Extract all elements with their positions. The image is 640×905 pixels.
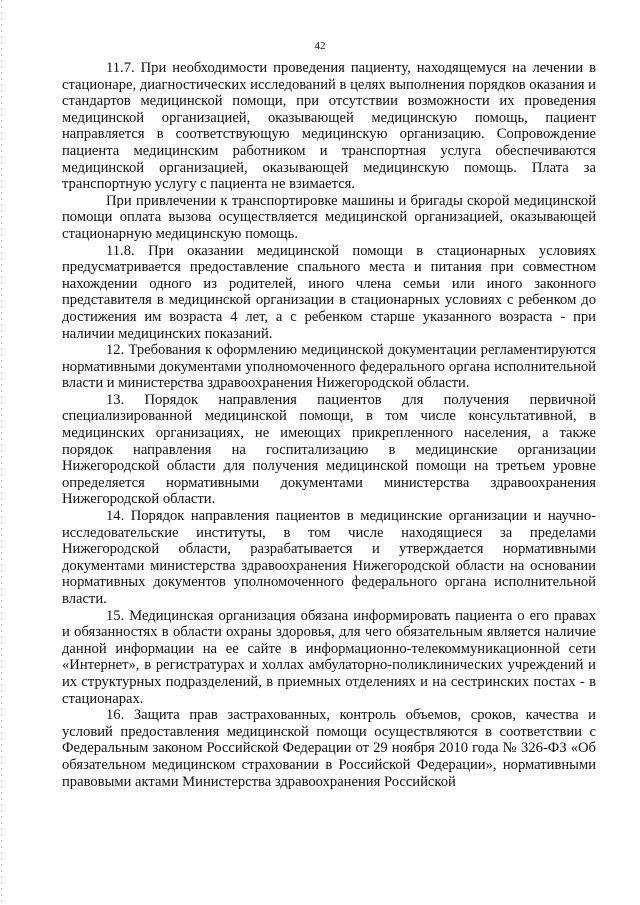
page-number: 42 xyxy=(314,40,326,52)
paragraph-16: 16. Защита прав застрахованных, контроль объемов, сроков, качества и условий предоставления медицинской помощи осуществляются в соответствии с Федеральным законом Российской Федерации от 29 ноября 2010 года № 326-ФЗ «Об обязательном медицинском страховании в Российской Федерации», нормативными правовыми актами Министерства здравоохранения Российской xyxy=(62,707,596,790)
scan-edge-mark xyxy=(1,0,2,905)
paragraph-13: 13. Порядок направления пациентов для получения первичной специализированной медицинской помощи, в том числе консультативной, в медицинских организациях, не имеющих прикрепленного населения, а также порядок направления на госпитализацию в медицинские организации Нижегородской области для получения медицинской помощи на третьем уровне определяется нормативными документами министерства здравоохранения Нижегородской области. xyxy=(62,391,596,508)
paragraph-15: 15. Медицинская организация обязана информировать пациента о его правах и обязанностях в области охраны здоровья, для чего обязательным является наличие данной информации на ее сайте в информационно-телекоммуникационной сети «Интернет», в регистратурах и холлах амбулаторно-поликлинических учреждений и их структурных подразделений, в приемных отделениях и на сестринских постах - в стационарах. xyxy=(62,607,596,707)
paragraph-11-8: 11.8. При оказании медицинской помощи в стационарных условиях предусматривается предоставление спального места и питания при совместном нахождении одного из родителей, иного члена семьи или иного законного представителя в медицинской организации в стационарных условиях с ребенком до достижения им возраста 4 лет, а с ребенком старше указанного возраста - при наличии медицинских показаний. xyxy=(62,242,596,342)
document-body xyxy=(62,60,596,790)
paragraph-12: 12. Требования к оформлению медицинской документации регламентируются нормативными документами уполномоченного федерального органа исполнительной власти и министерства здравоохранения Нижегородской области. xyxy=(62,342,596,392)
paragraph-11-7: 11.7. При необходимости проведения пациенту, находящемуся на лечении в стационаре, диагностических исследований в целях выполнения порядков оказания и стандартов медицинской помощи, при отсутствии возможности их проведения медицинской организацией, оказывающей медицинскую помощь, пациент направляется в соответствующую медицинскую организацию. Сопровождение пациента медицинским работником и транспортная услуга обеспечиваются медицинской организацией, оказывающей медицинскую помощь. Плата за транспортную услугу с пациента не взимается. xyxy=(62,60,596,193)
paragraph-ambulance-payment: При привлечении к транспортировке машины и бригады скорой медицинской помощи оплата вызова осуществляется медицинской организацией, оказывающей стационарную медицинскую помощь. xyxy=(62,192,596,242)
paragraph-14: 14. Порядок направления пациентов в медицинские организации и научно-исследовательские институты, в том числе находящиеся за пределами Нижегородской области, разрабатывается и утверждается нормативными документами министерства здравоохранения Нижегородской области на основании нормативных документов уполномоченного федерального органа исполнительной власти. xyxy=(62,508,596,607)
